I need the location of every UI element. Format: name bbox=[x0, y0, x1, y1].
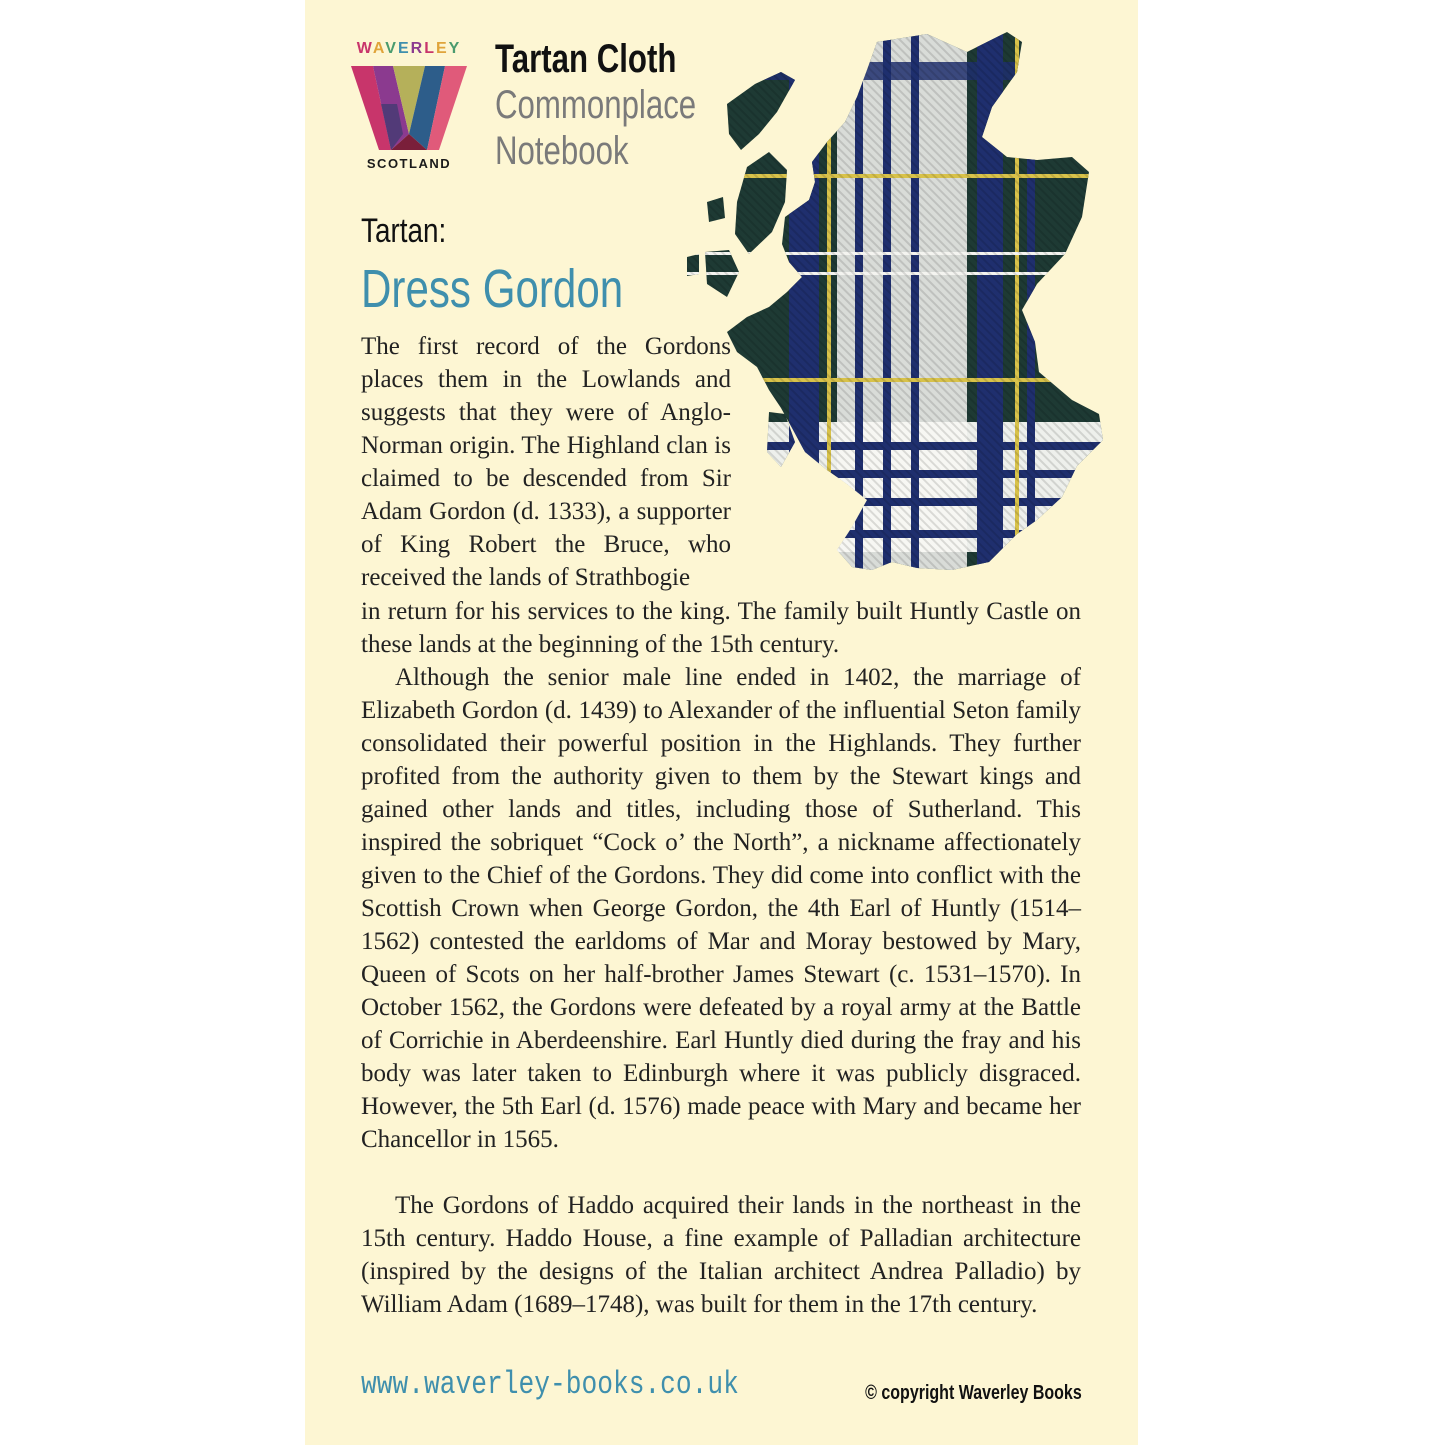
body-paragraph-3: The Gordons of Haddo acquired their lands in the northeast in the 15th century. Haddo House, a fine example of Palladian architecture (inspired by the designs of the Italian architect Andrea Palladio) by William Adam (1689–1748), was built for them in the 17th century. bbox=[361, 1192, 1081, 1318]
header-title: Tartan Cloth bbox=[495, 37, 677, 81]
copyright-notice: © copyright Waverley Books bbox=[865, 1382, 1082, 1404]
scotland-tartan-map-icon bbox=[677, 22, 1113, 582]
header-subtitle-line2: Notebook bbox=[495, 129, 629, 173]
logo-subtitle: SCOTLAND bbox=[366, 156, 452, 171]
waverley-w-icon bbox=[351, 64, 467, 152]
website-link[interactable]: www.waverley-books.co.uk bbox=[361, 1366, 739, 1403]
body-paragraph-1-wrapped: The first record of the Gordons places them in the Lowlands and suggests that they were of Anglo-Norman origin. The Highland clan is claimed to be descended from Sir Adam Gordon (d. 1333), a supporter of King Robert the Bruce, who received the lands of Strathbogie bbox=[361, 333, 731, 591]
tartan-name: Dress Gordon bbox=[361, 259, 624, 319]
header-subtitle-line1: Commonplace bbox=[495, 83, 697, 127]
body-paragraph-2: Although the senior male line ended in 1402, the marriage of Elizabeth Gordon (d. 1439) to Alexander of the influential Seton family consolidated their powerful position in the Highlands. They further profited from the authority given to them by the Stewart kings and gained other lands and titles, including those of Sutherland. This inspired the sobriquet “Cock o’ the North”, a nickname affectionately given to the Chief of the Gordons. They did come into conflict with the Scottish Crown when George Gordon, the 4th Earl of Huntly (1514–1562) contested the earldoms of Mar and Moray bestowed by Mary, Queen of Scots on her half-brother James Stewart (c. 1531–1570). In October 1562, the Gordons were defeated by a royal army at the Battle of Corrichie in Aberdeenshire. Earl Huntly died during the fray and his body was later taken to Edinburgh where it was publicly disgraced. However, the 5th Earl (d. 1576) made peace with Mary and became her Chancellor in 1565. bbox=[361, 664, 1081, 1153]
tartan-label: Tartan: bbox=[361, 212, 447, 250]
logo-wordmark: WAVERLEY bbox=[356, 40, 462, 57]
notebook-card bbox=[305, 0, 1138, 1445]
waverley-logo bbox=[349, 40, 469, 176]
body-paragraph-1-continued: in return for his services to the king. The family built Huntly Castle on these lands at the beginning of the 15th century. bbox=[361, 598, 1081, 658]
